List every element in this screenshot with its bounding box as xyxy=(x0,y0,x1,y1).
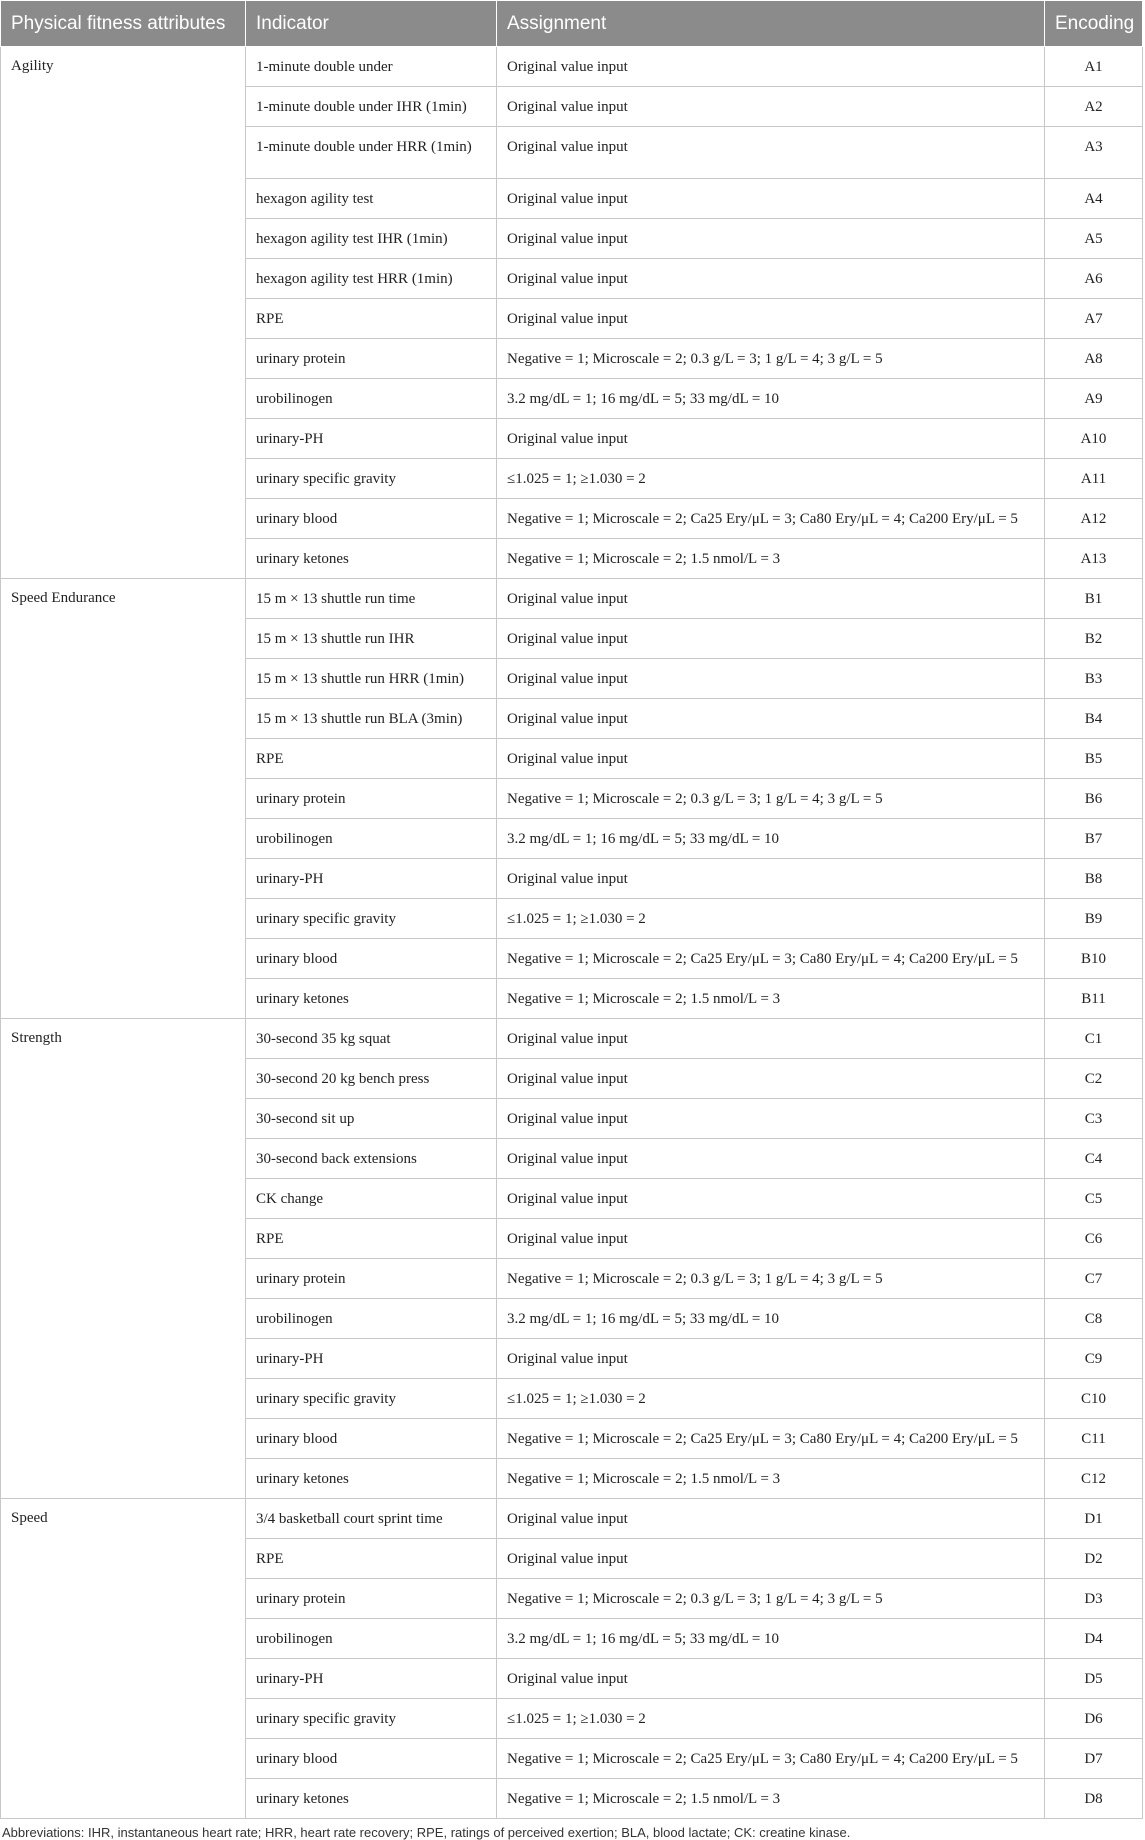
table-body xyxy=(1,47,1143,1819)
encoding-cell: A13 xyxy=(1045,538,1143,578)
encoding-cell: C3 xyxy=(1045,1098,1143,1138)
assignment-cell: Original value input xyxy=(497,698,1045,738)
indicator-cell: urinary ketones xyxy=(246,1458,497,1498)
assignment-cell: Negative = 1; Microscale = 2; 0.3 g/L = 3; 1 g/L = 4; 3 g/L = 5 xyxy=(497,1578,1045,1618)
assignment-cell: 3.2 mg/dL = 1; 16 mg/dL = 5; 33 mg/dL = 10 xyxy=(497,1618,1045,1658)
attribute-cell: Agility xyxy=(1,47,246,579)
assignment-cell: Original value input xyxy=(497,658,1045,698)
indicator-cell: urobilinogen xyxy=(246,1618,497,1658)
attribute-cell: Speed Endurance xyxy=(1,578,246,1018)
assignment-cell: Original value input xyxy=(497,1058,1045,1098)
encoding-cell: D2 xyxy=(1045,1538,1143,1578)
indicator-cell: 1-minute double under IHR (1min) xyxy=(246,87,497,127)
indicator-cell: urinary ketones xyxy=(246,538,497,578)
encoding-cell: B5 xyxy=(1045,738,1143,778)
indicator-cell: urinary specific gravity xyxy=(246,458,497,498)
encoding-cell: C7 xyxy=(1045,1258,1143,1298)
encoding-cell: C5 xyxy=(1045,1178,1143,1218)
assignment-cell: Original value input xyxy=(497,1538,1045,1578)
assignment-cell: Original value input xyxy=(497,218,1045,258)
assignment-cell: Original value input xyxy=(497,578,1045,618)
assignment-cell: Negative = 1; Microscale = 2; Ca25 Ery/μL = 3; Ca80 Ery/μL = 4; Ca200 Ery/μL = 5 xyxy=(497,1418,1045,1458)
assignment-cell: ≤1.025 = 1; ≥1.030 = 2 xyxy=(497,1378,1045,1418)
encoding-cell: C4 xyxy=(1045,1138,1143,1178)
encoding-cell: D5 xyxy=(1045,1658,1143,1698)
header-indicator: Indicator xyxy=(246,1,497,47)
assignment-cell: Original value input xyxy=(497,1338,1045,1378)
indicator-cell: 15 m × 13 shuttle run BLA (3min) xyxy=(246,698,497,738)
assignment-cell: Original value input xyxy=(497,1218,1045,1258)
assignment-cell: Original value input xyxy=(497,47,1045,87)
encoding-cell: A8 xyxy=(1045,338,1143,378)
indicator-cell: RPE xyxy=(246,298,497,338)
assignment-cell: ≤1.025 = 1; ≥1.030 = 2 xyxy=(497,1698,1045,1738)
assignment-cell: 3.2 mg/dL = 1; 16 mg/dL = 5; 33 mg/dL = 10 xyxy=(497,818,1045,858)
indicator-cell: urinary ketones xyxy=(246,1778,497,1818)
encoding-cell: B10 xyxy=(1045,938,1143,978)
indicator-cell: urobilinogen xyxy=(246,1298,497,1338)
assignment-cell: Original value input xyxy=(497,618,1045,658)
encoding-cell: A9 xyxy=(1045,378,1143,418)
assignment-cell: Original value input xyxy=(497,258,1045,298)
encoding-cell: C8 xyxy=(1045,1298,1143,1338)
encoding-cell: D8 xyxy=(1045,1778,1143,1818)
encoding-cell: A2 xyxy=(1045,87,1143,127)
table-row xyxy=(1,578,1143,618)
encoding-cell: C10 xyxy=(1045,1378,1143,1418)
encoding-cell: D6 xyxy=(1045,1698,1143,1738)
assignment-cell: Negative = 1; Microscale = 2; 0.3 g/L = 3; 1 g/L = 4; 3 g/L = 5 xyxy=(497,338,1045,378)
indicator-cell: urobilinogen xyxy=(246,378,497,418)
indicator-cell: urinary blood xyxy=(246,498,497,538)
indicator-cell: urinary protein xyxy=(246,1258,497,1298)
indicator-cell: hexagon agility test xyxy=(246,178,497,218)
attribute-cell: Speed xyxy=(1,1498,246,1818)
indicator-cell: hexagon agility test IHR (1min) xyxy=(246,218,497,258)
assignment-cell: Original value input xyxy=(497,1498,1045,1538)
encoding-cell: A4 xyxy=(1045,178,1143,218)
indicator-cell: urinary blood xyxy=(246,938,497,978)
encoding-cell: B2 xyxy=(1045,618,1143,658)
assignment-cell: Negative = 1; Microscale = 2; 0.3 g/L = 3; 1 g/L = 4; 3 g/L = 5 xyxy=(497,778,1045,818)
indicator-cell: urinary specific gravity xyxy=(246,1698,497,1738)
indicator-cell: CK change xyxy=(246,1178,497,1218)
indicator-cell: 15 m × 13 shuttle run IHR xyxy=(246,618,497,658)
encoding-cell: C2 xyxy=(1045,1058,1143,1098)
encoding-cell: B4 xyxy=(1045,698,1143,738)
encoding-cell: D4 xyxy=(1045,1618,1143,1658)
encoding-cell: A10 xyxy=(1045,418,1143,458)
footnote: Abbreviations: IHR, instantaneous heart rate; HRR, heart rate recovery; RPE, ratings of perceived exertion; BLA, blood lactate; CK: creatine kinase. xyxy=(2,1824,851,1840)
indicator-cell: 1-minute double under xyxy=(246,47,497,87)
assignment-cell: Negative = 1; Microscale = 2; 1.5 nmol/L = 3 xyxy=(497,978,1045,1018)
encoding-cell: A7 xyxy=(1045,298,1143,338)
assignment-cell: Original value input xyxy=(497,858,1045,898)
table-header-row xyxy=(1,1,1143,47)
assignment-cell: Original value input xyxy=(497,298,1045,338)
indicator-cell: urinary-PH xyxy=(246,858,497,898)
indicator-cell: 3/4 basketball court sprint time xyxy=(246,1498,497,1538)
assignment-cell: Original value input xyxy=(497,178,1045,218)
indicator-cell: 1-minute double under HRR (1min) xyxy=(246,127,497,179)
encoding-cell: D1 xyxy=(1045,1498,1143,1538)
indicator-cell: urinary specific gravity xyxy=(246,898,497,938)
encoding-cell: A3 xyxy=(1045,127,1143,179)
indicator-cell: urinary ketones xyxy=(246,978,497,1018)
assignment-cell: Original value input xyxy=(497,1658,1045,1698)
indicator-cell: 30-second 35 kg squat xyxy=(246,1018,497,1058)
assignment-cell: 3.2 mg/dL = 1; 16 mg/dL = 5; 33 mg/dL = 10 xyxy=(497,1298,1045,1338)
assignment-cell: Negative = 1; Microscale = 2; Ca25 Ery/μL = 3; Ca80 Ery/μL = 4; Ca200 Ery/μL = 5 xyxy=(497,498,1045,538)
encoding-cell: A12 xyxy=(1045,498,1143,538)
encoding-cell: C1 xyxy=(1045,1018,1143,1058)
header-encoding: Encoding xyxy=(1045,1,1143,47)
indicator-cell: RPE xyxy=(246,738,497,778)
assignment-cell: Original value input xyxy=(497,1138,1045,1178)
encoding-cell: A6 xyxy=(1045,258,1143,298)
assignment-cell: Negative = 1; Microscale = 2; Ca25 Ery/μL = 3; Ca80 Ery/μL = 4; Ca200 Ery/μL = 5 xyxy=(497,1738,1045,1778)
table-row xyxy=(1,47,1143,87)
assignment-cell: Negative = 1; Microscale = 2; 1.5 nmol/L = 3 xyxy=(497,538,1045,578)
indicator-cell: urinary protein xyxy=(246,1578,497,1618)
table-row xyxy=(1,1018,1143,1058)
encoding-cell: D3 xyxy=(1045,1578,1143,1618)
table-row xyxy=(1,1498,1143,1538)
encoding-cell: C12 xyxy=(1045,1458,1143,1498)
indicator-cell: 30-second sit up xyxy=(246,1098,497,1138)
indicator-cell: 15 m × 13 shuttle run time xyxy=(246,578,497,618)
indicator-cell: urinary blood xyxy=(246,1418,497,1458)
assignment-cell: Original value input xyxy=(497,1018,1045,1058)
assignment-cell: Original value input xyxy=(497,418,1045,458)
indicator-cell: urinary specific gravity xyxy=(246,1378,497,1418)
assignment-cell: Negative = 1; Microscale = 2; 1.5 nmol/L = 3 xyxy=(497,1778,1045,1818)
indicator-cell: urinary-PH xyxy=(246,1338,497,1378)
encoding-cell: C11 xyxy=(1045,1418,1143,1458)
encoding-cell: B11 xyxy=(1045,978,1143,1018)
encoding-cell: C9 xyxy=(1045,1338,1143,1378)
assignment-cell: ≤1.025 = 1; ≥1.030 = 2 xyxy=(497,898,1045,938)
header-attribute: Physical fitness attributes xyxy=(1,1,246,47)
encoding-cell: B9 xyxy=(1045,898,1143,938)
encoding-cell: A5 xyxy=(1045,218,1143,258)
header-assignment: Assignment xyxy=(497,1,1045,47)
indicator-cell: urinary protein xyxy=(246,778,497,818)
assignment-cell: Negative = 1; Microscale = 2; 0.3 g/L = 3; 1 g/L = 4; 3 g/L = 5 xyxy=(497,1258,1045,1298)
indicator-cell: urinary-PH xyxy=(246,418,497,458)
indicator-cell: 30-second back extensions xyxy=(246,1138,497,1178)
encoding-cell: A11 xyxy=(1045,458,1143,498)
assignment-cell: 3.2 mg/dL = 1; 16 mg/dL = 5; 33 mg/dL = 10 xyxy=(497,378,1045,418)
assignment-cell: Original value input xyxy=(497,738,1045,778)
assignment-cell: ≤1.025 = 1; ≥1.030 = 2 xyxy=(497,458,1045,498)
indicator-cell: urinary protein xyxy=(246,338,497,378)
encoding-cell: B1 xyxy=(1045,578,1143,618)
indicator-cell: RPE xyxy=(246,1538,497,1578)
assignment-cell: Original value input xyxy=(497,1178,1045,1218)
assignment-cell: Original value input xyxy=(497,127,1045,179)
encoding-cell: B8 xyxy=(1045,858,1143,898)
encoding-cell: B3 xyxy=(1045,658,1143,698)
indicator-cell: 15 m × 13 shuttle run HRR (1min) xyxy=(246,658,497,698)
assignment-cell: Negative = 1; Microscale = 2; 1.5 nmol/L = 3 xyxy=(497,1458,1045,1498)
encoding-cell: C6 xyxy=(1045,1218,1143,1258)
indicator-cell: urinary-PH xyxy=(246,1658,497,1698)
assignment-cell: Negative = 1; Microscale = 2; Ca25 Ery/μL = 3; Ca80 Ery/μL = 4; Ca200 Ery/μL = 5 xyxy=(497,938,1045,978)
assignment-cell: Original value input xyxy=(497,1098,1045,1138)
attribute-cell: Strength xyxy=(1,1018,246,1498)
indicator-cell: urobilinogen xyxy=(246,818,497,858)
encoding-cell: D7 xyxy=(1045,1738,1143,1778)
indicator-cell: RPE xyxy=(246,1218,497,1258)
indicator-cell: urinary blood xyxy=(246,1738,497,1778)
encoding-cell: B7 xyxy=(1045,818,1143,858)
indicator-cell: 30-second 20 kg bench press xyxy=(246,1058,497,1098)
encoding-cell: A1 xyxy=(1045,47,1143,87)
indicator-cell: hexagon agility test HRR (1min) xyxy=(246,258,497,298)
encoding-cell: B6 xyxy=(1045,778,1143,818)
assignment-cell: Original value input xyxy=(497,87,1045,127)
